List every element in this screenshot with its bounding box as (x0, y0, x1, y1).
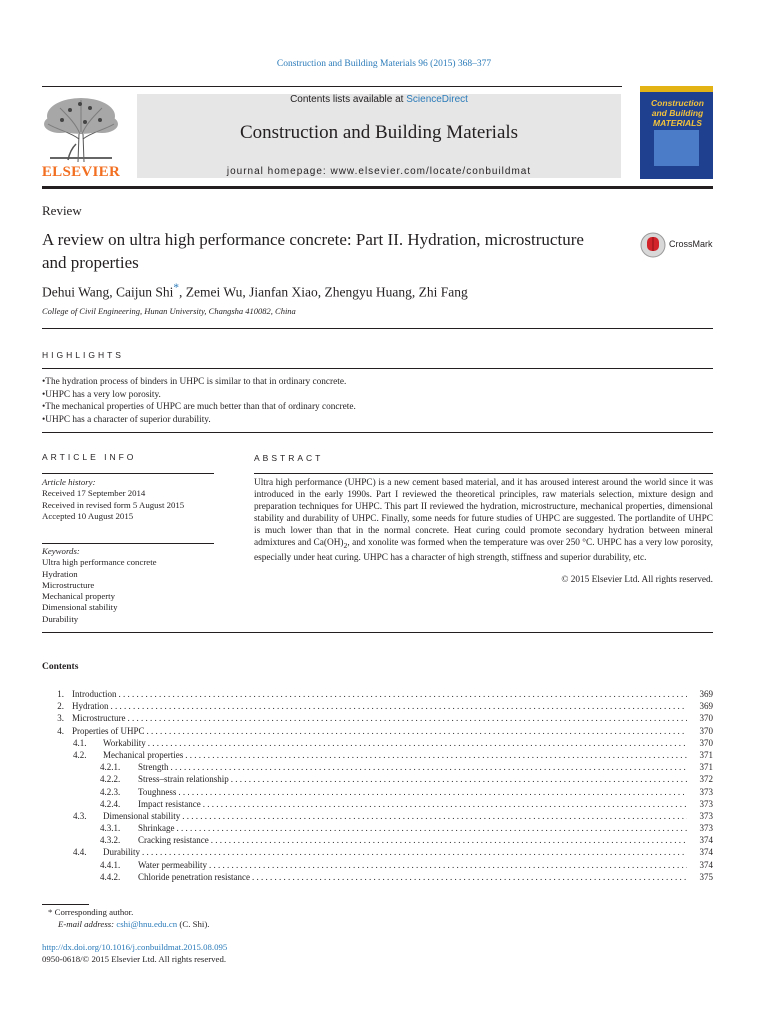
keyword-item: Durability (42, 613, 79, 624)
toc-leader-dots (127, 712, 687, 724)
article-info-rule (42, 473, 214, 474)
toc-leader-dots (209, 859, 687, 871)
toc-title[interactable]: Properties of UHPC (72, 725, 145, 736)
table-of-contents (42, 688, 713, 883)
toc-number: 4.2.4. (100, 798, 121, 809)
toc-entry[interactable] (42, 700, 713, 712)
keyword-item: Dimensional stability (42, 602, 118, 613)
keyword-item: Mechanical property (42, 591, 116, 602)
header-thick-rule (42, 186, 713, 189)
history-item: Received in revised form 5 August 2015 (42, 499, 185, 510)
sciencedirect-link[interactable]: ScienceDirect (406, 94, 468, 105)
keyword-item: Ultra high performance concrete (42, 557, 157, 568)
toc-page-number: 370 (699, 713, 713, 724)
email-suffix: (C. Shi). (177, 919, 210, 929)
toc-number: 4.2.3. (100, 786, 121, 797)
doi-link[interactable]: http://dx.doi.org/10.1016/j.conbuildmat.2015.08.095 (42, 942, 228, 952)
toc-page-number: 370 (699, 737, 713, 748)
toc-page-number: 374 (699, 847, 713, 858)
toc-leader-dots (211, 834, 687, 846)
toc-title[interactable]: Stress–strain relationship (138, 774, 229, 785)
keyword-item: Hydration (42, 568, 78, 579)
toc-leader-dots (148, 737, 687, 749)
toc-leader-dots (177, 822, 688, 834)
toc-number: 2. (57, 701, 64, 712)
affiliation-rule (42, 328, 713, 329)
authors-part-a: Dehui Wang, Caijun Shi (42, 284, 174, 300)
toc-leader-dots (203, 798, 687, 810)
toc-number: 4.3. (73, 810, 87, 821)
crossmark-icon (640, 231, 668, 259)
journal-homepage[interactable]: journal homepage: www.elsevier.com/locate/conbuildmat (226, 166, 532, 177)
toc-leader-dots (111, 700, 688, 712)
contents-heading: Contents (42, 662, 79, 672)
toc-leader-dots (119, 688, 688, 700)
header-top-rule (42, 86, 622, 87)
toc-page-number: 369 (699, 701, 713, 712)
toc-page-number: 373 (699, 823, 713, 834)
article-history (42, 477, 214, 522)
toc-leader-dots (171, 761, 688, 773)
toc-leader-dots (182, 810, 687, 822)
toc-page-number: 371 (699, 749, 713, 760)
highlight-item: • UHPC has a very low porosity. (42, 389, 713, 402)
toc-title[interactable]: Cracking resistance (138, 835, 209, 846)
crossmark-label[interactable]: CrossMark (669, 239, 713, 249)
toc-entry[interactable] (42, 859, 713, 871)
keywords-label: Keywords: (42, 546, 80, 556)
toc-leader-dots (252, 871, 687, 883)
highlight-item: • The hydration process of binders in UHPC is similar to that in ordinary concrete. (42, 376, 713, 389)
abstract-copyright: © 2015 Elsevier Ltd. All rights reserved. (561, 575, 713, 585)
toc-leader-dots (178, 786, 687, 798)
history-item: Accepted 10 August 2015 (42, 510, 134, 521)
toc-page-number: 374 (699, 835, 713, 846)
toc-page-number: 369 (699, 689, 713, 699)
toc-entry[interactable] (42, 773, 713, 785)
highlights-heading: HIGHLIGHTS (42, 350, 124, 360)
corresponding-author-footnote (48, 907, 133, 917)
toc-entry[interactable] (42, 798, 713, 810)
contents-prefix: Contents lists available at (290, 94, 407, 105)
toc-title[interactable]: Impact resistance (138, 798, 201, 809)
abstract-bottom-rule (42, 632, 713, 633)
elsevier-wordmark: ELSEVIER (41, 164, 121, 180)
history-item: Received 17 September 2014 (42, 488, 146, 499)
toc-title[interactable]: Workability (103, 737, 146, 748)
toc-title[interactable]: Dimensional stability (103, 810, 181, 821)
toc-title[interactable]: Durability (103, 847, 140, 858)
footnote-mark: * (48, 907, 53, 917)
toc-number: 4.3.2. (100, 835, 121, 846)
keywords-block (42, 546, 214, 625)
abstract-rule (254, 473, 713, 474)
toc-title[interactable]: Shrinkage (138, 823, 175, 834)
toc-title[interactable]: Toughness (138, 786, 177, 797)
toc-entry[interactable] (42, 846, 713, 858)
toc-page-number: 373 (699, 810, 713, 821)
authors-part-b: , Zemei Wu, Jianfan Xiao, Zhengyu Huang, Zhi Fang (179, 284, 468, 300)
toc-title[interactable]: Water permeability (138, 859, 207, 870)
toc-title[interactable]: Strength (138, 762, 169, 773)
history-label: Article history: (42, 477, 96, 487)
article-info-heading: ARTICLE INFO (42, 452, 137, 462)
toc-number: 1. (57, 689, 64, 699)
toc-title[interactable]: Chloride penetration resistance (138, 871, 250, 882)
toc-entry[interactable] (42, 871, 713, 883)
keyword-item: Microstructure (42, 579, 95, 590)
cover-picture (654, 130, 699, 166)
toc-page-number: 372 (699, 774, 713, 785)
toc-number: 4.2.1. (100, 762, 121, 773)
toc-entry[interactable] (42, 737, 713, 749)
journal-cover-image (640, 86, 713, 179)
abstract-subscript: 2 (343, 541, 348, 551)
toc-number: 4.4.2. (100, 871, 121, 882)
toc-page-number: 370 (699, 725, 713, 736)
abstract-heading: ABSTRACT (254, 453, 324, 463)
toc-entry[interactable] (42, 749, 713, 761)
abstract-text-a: Ultra high performance (UHPC) is a new cement based material, and it has aroused interest around the world since it was introduced in the early 1990s. Part I reviewed the theoretical principles, raw materials selection, mixture design and preparation techniques for UHPC. This part II reviewed the hydration, microstructure, mechanical properties, dimensional stability and durability of UHPC. Finally, some needs for future studies of UHPC are suggested. The portlandite of UHPC is much lower than that in the normal concrete. Heat curing could promote secondary hydration between mineral admixtures and Ca(OH) (254, 478, 713, 549)
affiliation: College of Civil Engineering, Hunan University, Changsha 410082, China (42, 306, 296, 316)
toc-title[interactable]: Mechanical properties (103, 749, 184, 760)
toc-number: 4.4.1. (100, 859, 121, 870)
issn-copyright: 0950-0618/© 2015 Elsevier Ltd. All rights reserved. (42, 954, 227, 964)
toc-entry[interactable] (42, 725, 713, 737)
email-link[interactable]: cshi@hnu.edu.cn (116, 919, 178, 929)
abstract-text-b: , and xonolite was formed when the temperature was over 250 °C. UHPC has a very low porosity, especially under heat curing. UHPC has a character of high strength, stiffness and superior durability, etc. (254, 538, 713, 564)
article-type: Review (42, 203, 82, 218)
toc-page-number: 371 (699, 762, 713, 773)
toc-leader-dots (231, 773, 687, 785)
journal-reference[interactable]: Construction and Building Materials 96 (2015) 368–377 (276, 59, 492, 69)
toc-title[interactable]: Hydration (72, 701, 109, 712)
highlights-bottom-rule (42, 432, 713, 433)
highlights-list (42, 376, 713, 426)
highlight-item: • UHPC has a character of superior durability. (42, 414, 713, 427)
corresponding-author-mark[interactable]: * (173, 282, 180, 294)
toc-entry[interactable] (42, 712, 713, 724)
toc-entry[interactable] (42, 834, 713, 846)
toc-entry[interactable] (42, 822, 713, 834)
toc-entry[interactable] (42, 688, 713, 700)
toc-number: 4.4. (73, 847, 87, 858)
cover-title: Construction and Building MATERIALS (651, 98, 704, 128)
keywords-rule (42, 543, 214, 544)
toc-page-number: 374 (699, 859, 713, 870)
article-title: A review on ultra high performance concrete: Part II. Hydration, microstructure and properties (42, 230, 584, 272)
toc-leader-dots (147, 725, 688, 737)
highlights-top-rule (42, 368, 713, 369)
toc-number: 4.2. (73, 749, 87, 760)
toc-title[interactable]: Microstructure (72, 713, 126, 724)
email-footnote (58, 919, 209, 929)
toc-page-number: 375 (699, 871, 713, 882)
toc-entry[interactable] (42, 810, 713, 822)
toc-number: 4. (57, 725, 64, 736)
toc-number: 4.1. (73, 737, 87, 748)
cover-stripe (640, 86, 713, 92)
toc-leader-dots (142, 846, 687, 858)
toc-page-number: 373 (699, 798, 713, 809)
author-list (42, 282, 468, 301)
toc-entry[interactable] (42, 786, 713, 798)
abstract-text (254, 477, 713, 565)
toc-number: 3. (57, 713, 64, 724)
toc-title[interactable]: Introduction (72, 689, 117, 699)
toc-number: 4.3.1. (100, 823, 121, 834)
email-label: E-mail address: (58, 919, 117, 929)
highlight-item: • The mechanical properties of UHPC are much better than that of ordinary concrete. (42, 401, 713, 414)
journal-title: Construction and Building Materials (239, 122, 519, 143)
footnote-text: Corresponding author. (54, 907, 134, 917)
toc-entry[interactable] (42, 761, 713, 773)
toc-leader-dots (185, 749, 687, 761)
footnote-rule (42, 904, 89, 905)
contents-available-line (137, 94, 621, 105)
toc-page-number: 373 (699, 786, 713, 797)
toc-number: 4.2.2. (100, 774, 121, 785)
